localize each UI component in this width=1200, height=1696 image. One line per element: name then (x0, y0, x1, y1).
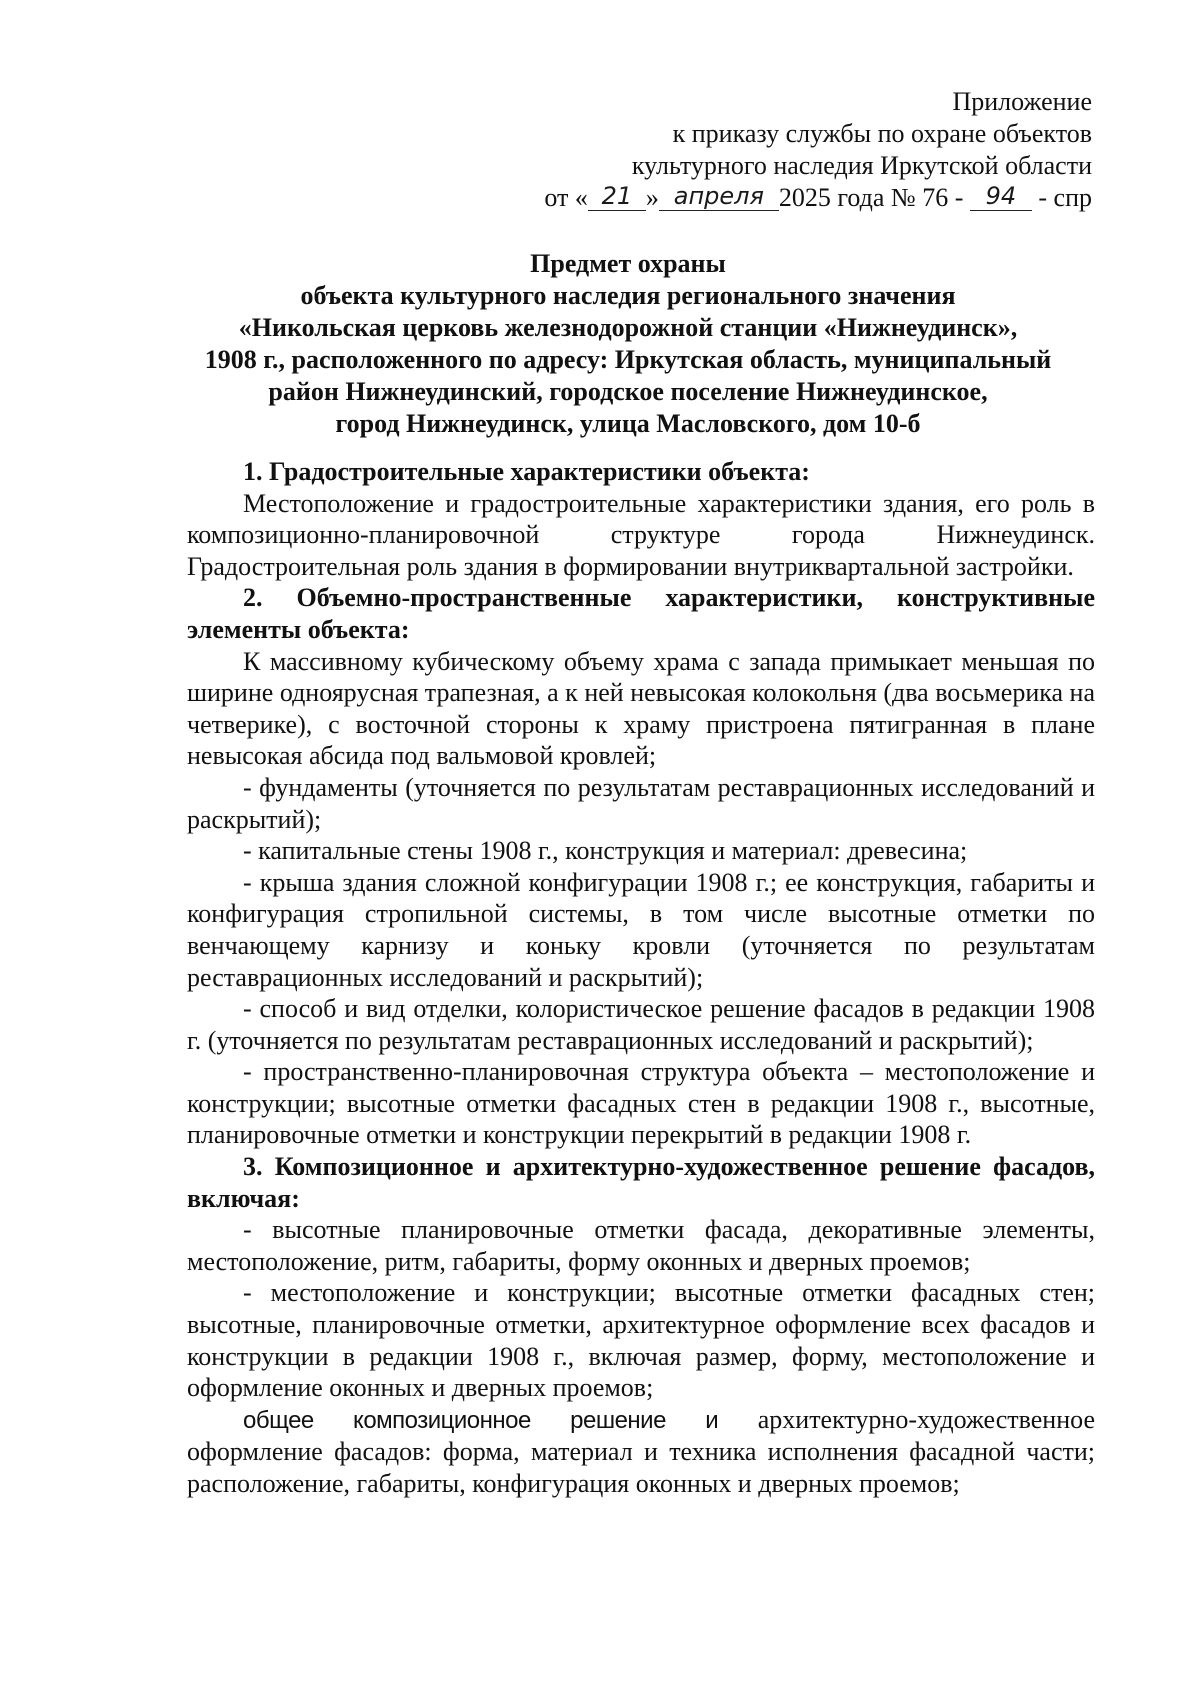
section-3-heading: 3. Композиционное и архитектурно-художественное решение фасадов, включая: (187, 1152, 1095, 1213)
section-3-item-composition (187, 1404, 1095, 1500)
section-3-item-facades: - местоположение и конструкции; высотные отметки фасадных стен; высотные, планировочные отметки, архитектурное оформление всех фасадов и конструкции в редакции 1908 г., включая размер, форму, местоположение и оформление оконных и дверных проемов; (187, 1278, 1095, 1403)
section-2-item-foundations: - фундаменты (уточняется по результатам реставрационных исследований и раскрытий); (187, 772, 1095, 834)
title-line-5: район Нижнеудинский, городское поселение Нижнеудинское, (268, 377, 988, 406)
section-2-item-structure: - пространственно-планировочная структура объекта – местоположение и конструкции; высотные отметки фасадных стен в редакции 1908 г., высотные, планировочные отметки и конструкции перекрытий в редакции 1908 г. (187, 1057, 1095, 1150)
title-line-2: объекта культурного наследия регионального значения (300, 281, 956, 310)
document-body (187, 456, 1095, 1500)
document-title (170, 248, 1086, 440)
section-2-text: К массивному кубическому объему храма с запада примыкает меньшая по ширине одноярусная трапезная, а к ней невысокая колокольня (два восьмерика на четверике), с восточной стороны к храму пристроена пятигранная в плане невысокая абсида под вальмовой кровлей; (187, 646, 1095, 771)
order-suffix: - спр (1038, 183, 1092, 212)
title-line-3: «Никольская церковь железнодорожной станции «Нижнеудинск», (238, 313, 1018, 342)
section-3-item-composition-rest: архитектурно-художественное оформление фасадов: форма, материал и техника исполнения фасадной части; расположение, габариты, конфигурация оконных и дверных проемов; (187, 1404, 1095, 1498)
section-2-heading: 2. Объемно-пространственные характеристики, конструктивные элементы объекта: (187, 583, 1095, 644)
appendix-header (544, 86, 1092, 214)
appendix-date-line (544, 182, 1092, 214)
date-year: 2025 года № 76 - (778, 183, 964, 212)
date-prefix: от « (544, 183, 588, 212)
handwritten-order-number: 94 (970, 182, 1032, 211)
appendix-order-ref: к приказу службы по охране объектов (672, 119, 1092, 148)
handwritten-day: 21 (588, 182, 646, 211)
section-1-heading: 1. Градостроительные характеристики объекта: (243, 457, 810, 486)
title-line-1: Предмет охраны (530, 249, 726, 278)
appendix-agency: культурного наследия Иркутской области (631, 151, 1092, 180)
section-2-item-roof: - крыша здания сложной конфигурации 1908 г.; ее конструкция, габариты и конфигурация стропильной системы, в том числе высотные отметки по венчающему карнизу и коньку кровли (уточняется по результатам реставрационных исследований и раскрытий); (187, 867, 1095, 992)
date-mid: » (645, 183, 659, 212)
section-2-item-finish: - способ и вид отделки, колористическое решение фасадов в редакции 1908 г. (уточняется по результатам реставрационных исследований и раскрытий); (187, 994, 1095, 1055)
section-2-item-walls: - капитальные стены 1908 г., конструкция и материал: древесина; (243, 836, 968, 866)
title-line-6: город Нижнеудинск, улица Масловского, дом 10-б (335, 409, 921, 438)
title-line-4: 1908 г., расположенного по адресу: Иркутская область, муниципальный (204, 345, 1052, 374)
handwritten-month: апреля (659, 182, 779, 211)
section-3-item-composition-start: общее композиционное решение и (243, 1406, 719, 1434)
section-1-text: Местоположение и градостроительные характеристики здания, его роль в композиционно-планировочной структуре города Нижнеудинск. Градостроительная роль здания в формировании внутриквартальной застройки. (187, 488, 1095, 581)
section-3-item-elevations: - высотные планировочные отметки фасада, декоративные элементы, местоположение, ритм, габариты, форму оконных и дверных проемов; (187, 1215, 1095, 1276)
appendix-title: Приложение (952, 87, 1092, 116)
